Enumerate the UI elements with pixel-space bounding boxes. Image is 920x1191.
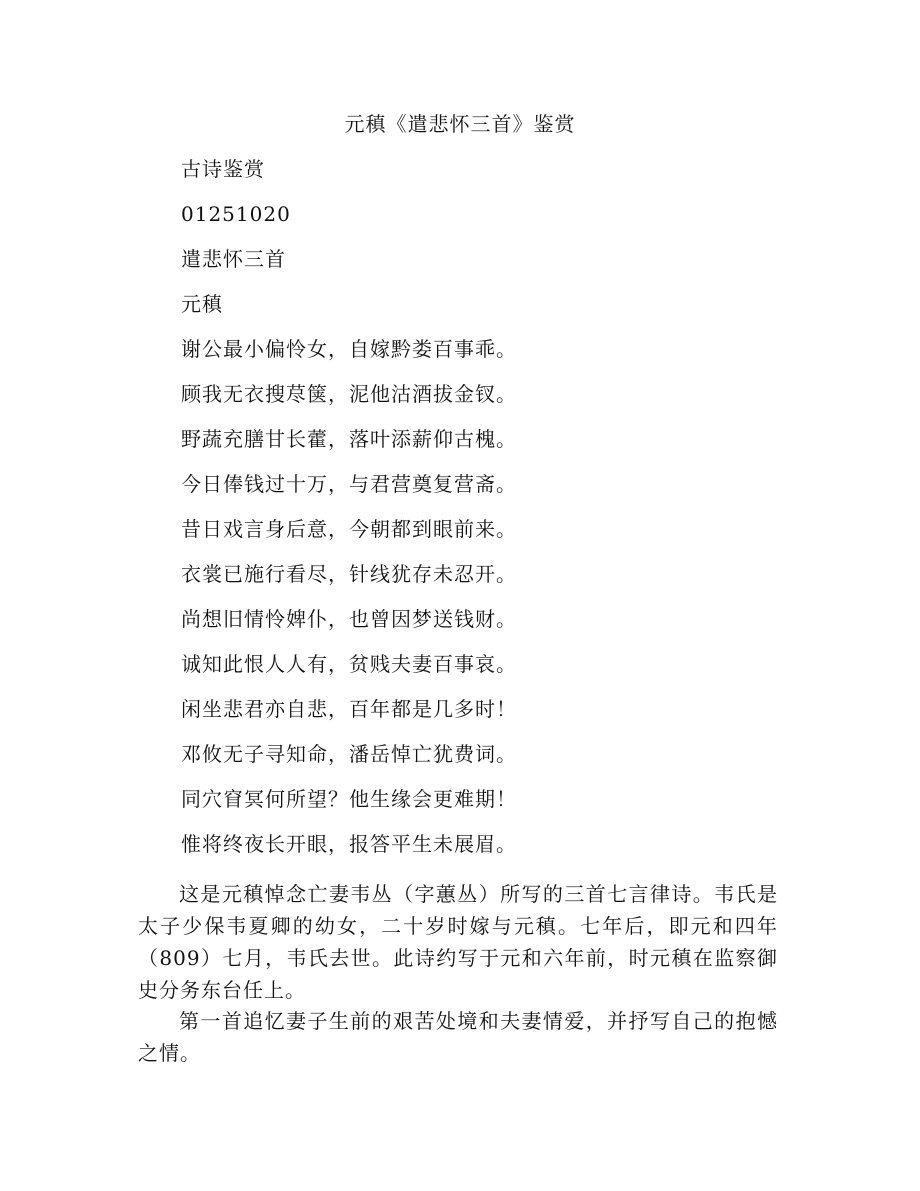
poem-line: 今日俸钱过十万，与君营奠复营斋。 bbox=[181, 472, 517, 496]
poem-author: 元稹 bbox=[181, 292, 223, 316]
poem-line: 闲坐悲君亦自悲，百年都是几多时！ bbox=[181, 697, 517, 721]
poem-line: 顾我无衣搜荩箧，泥他沽酒拔金钗。 bbox=[181, 382, 517, 406]
document-title: 元稹《遣悲怀三首》鉴赏 bbox=[344, 112, 576, 136]
poem-block bbox=[181, 153, 801, 873]
category-label: 古诗鉴赏 bbox=[181, 157, 265, 181]
poem-line: 野蔬充膳甘长藿，落叶添薪仰古槐。 bbox=[181, 427, 517, 451]
commentary-paragraph: 第一首追忆妻子生前的艰苦处境和夫妻情爱，并抒写自己的抱憾之情。 bbox=[138, 1009, 778, 1065]
poem-line: 惟将终夜长开眼，报答平生未展眉。 bbox=[181, 832, 517, 856]
poem-line: 邓攸无子寻知命，潘岳悼亡犹费词。 bbox=[181, 742, 517, 766]
poem-line: 谢公最小偏怜女，自嫁黔娄百事乖。 bbox=[181, 337, 517, 361]
commentary-paragraph: 这是元稹悼念亡妻韦丛（字蕙丛）所写的三首七言律诗。韦氏是太子少保韦夏卿的幼女，二十岁时嫁与元稹。七年后，即元和四年（809）七月，韦氏去世。此诗约写于元和六年前，时元稹在监察御史分务东台任上。 bbox=[138, 882, 778, 1002]
poem-line: 衣裳已施行看尽，针线犹存未忍开。 bbox=[181, 562, 517, 586]
poem-line: 昔日戏言身后意，今朝都到眼前来。 bbox=[181, 517, 517, 541]
poem-line: 同穴窅冥何所望？他生缘会更难期！ bbox=[181, 787, 517, 811]
poem-title: 遣悲怀三首 bbox=[181, 247, 286, 271]
poem-line: 诚知此恨人人有，贫贱夫妻百事哀。 bbox=[181, 652, 517, 676]
poem-line: 尚想旧情怜婢仆，也曾因梦送钱财。 bbox=[181, 607, 517, 631]
document-number: 01251020 bbox=[181, 202, 291, 226]
